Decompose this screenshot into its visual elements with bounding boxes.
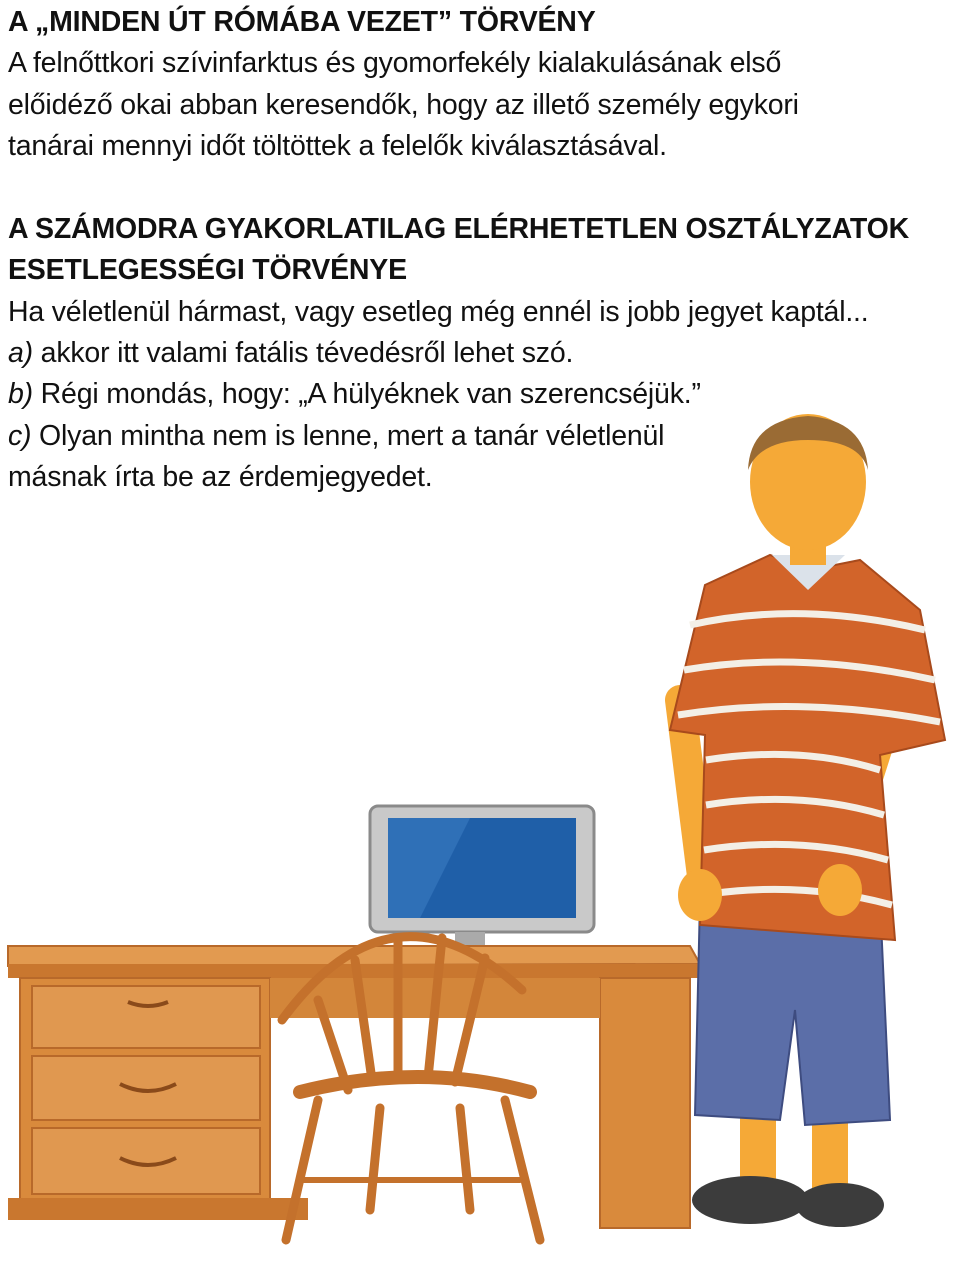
section1-line: tanárai mennyi időt töltöttek a felelők kiválasztásával. xyxy=(8,129,667,162)
list-item-label: c) xyxy=(8,419,32,452)
list-item xyxy=(8,374,958,415)
section1-heading: A „MINDEN ÚT RÓMÁBA VEZET” TÖRVÉNY xyxy=(8,6,596,38)
list-item xyxy=(8,333,958,374)
list-item xyxy=(8,416,958,457)
section2-heading-line: ESETLEGESSÉGI TÖRVÉNYE xyxy=(8,254,407,287)
list-item-text: Olyan mintha nem is lenne, mert a tanár véletlenül xyxy=(31,419,665,452)
section1-line: A felnőttkori szívinfarktus és gyomorfekély kialakulásának első xyxy=(8,47,782,80)
section2-heading-line: A SZÁMODRA GYAKORLATILAG ELÉRHETETLEN OSZTÁLYZATOK xyxy=(8,213,909,246)
list-item-text: Régi mondás, hogy: „A hülyéknek van szerencséjük.” xyxy=(32,378,701,411)
list-item-label: a) xyxy=(8,337,33,370)
student-figure-icon xyxy=(670,414,945,1227)
section-gap xyxy=(8,167,958,209)
text-content xyxy=(8,2,958,498)
section2-intro: Ha véletlenül hármast, vagy esetleg még ennél is jobb jegyet kaptál... xyxy=(8,295,869,328)
list-item-label: b) xyxy=(8,378,33,411)
section1-line: előidéző okai abban keresendők, hogy az illető személy egykori xyxy=(8,88,799,121)
list-item-continuation: másnak írta be az érdemjegyedet. xyxy=(8,460,433,493)
list-item-text: akkor itt valami fatális tévedésről lehet szó. xyxy=(32,337,574,370)
